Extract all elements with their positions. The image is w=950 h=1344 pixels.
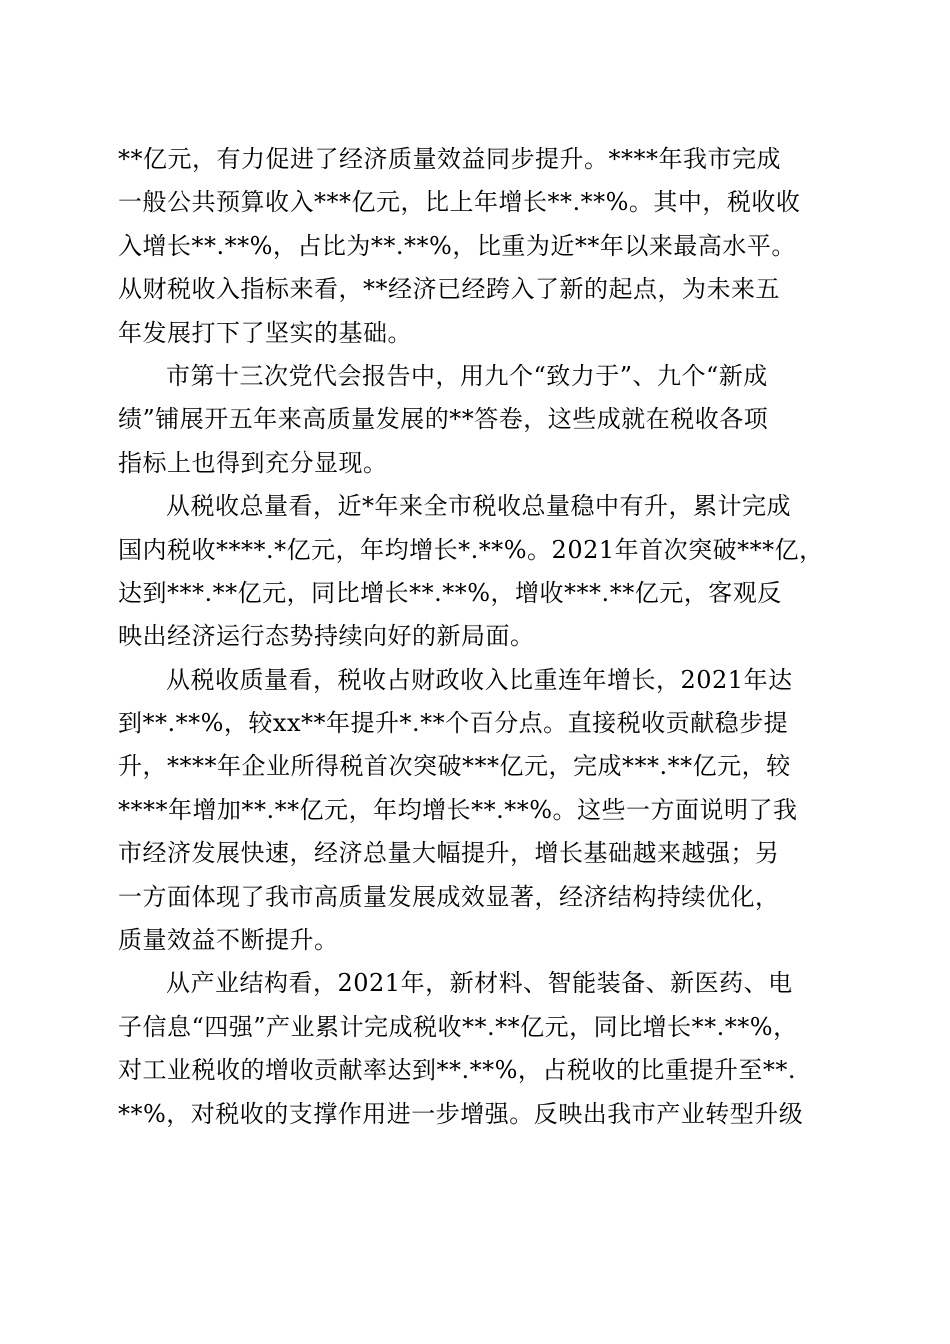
text-line: 映出经济运行态势持续向好的新局面。 xyxy=(118,622,535,651)
text-line: 到**.**%，较xx**年提升*.**个百分点。直接税收贡献稳步提 xyxy=(118,709,789,738)
text-line: 一方面体现了我市高质量发展成效显著，经济结构持续优化， xyxy=(118,882,780,911)
paragraph-2 xyxy=(118,355,830,485)
text-line: ****年增加**.**亿元，年均增长**.**%。这些一方面说明了我 xyxy=(118,795,798,824)
text-line: 子信息“四强”产业累计完成税收**.**亿元，同比增长**.**%， xyxy=(118,1012,798,1041)
paragraph-1 xyxy=(118,138,830,355)
text-line: 质量效益不断提升。 xyxy=(118,926,339,955)
document-body xyxy=(118,138,830,1136)
text-line: 市第十三次党代会报告中，用九个“致力于”、九个“新成 xyxy=(166,361,768,390)
text-line: 市经济发展快速，经济总量大幅提升，增长基础越来越强；另 xyxy=(118,839,780,868)
text-line: 升，****年企业所得税首次突破***亿元，完成***.**亿元，较 xyxy=(118,752,791,781)
text-line: 对工业税收的增收贡献率达到**.**%，占税收的比重提升至**. xyxy=(118,1056,797,1085)
text-line: 指标上也得到充分显现。 xyxy=(118,448,388,477)
text-line: 入增长**.**%，占比为**.**%，比重为近**年以来最高水平。 xyxy=(118,231,796,260)
text-line: 绩”铺展开五年来高质量发展的**答卷，这些成就在税收各项 xyxy=(118,405,769,434)
text-line: 达到***.**亿元，同比增长**.**%，增收***.**亿元，客观反 xyxy=(118,578,782,607)
text-line: **亿元，有力促进了经济质量效益同步提升。****年我市完成 xyxy=(118,145,781,173)
text-line: 从税收质量看，税收占财政收入比重连年增长，2021年达 xyxy=(166,665,793,694)
text-line: 从财税收入指标来看，**经济已经跨入了新的起点，为未来五 xyxy=(118,275,780,304)
paragraph-4 xyxy=(118,659,830,963)
paragraph-5 xyxy=(118,962,830,1136)
text-line: 从税收总量看，近*年来全市税收总量稳中有升，累计完成 xyxy=(166,492,791,521)
text-line: 从产业结构看，2021年，新材料、智能装备、新医药、电 xyxy=(166,969,793,998)
paragraph-3 xyxy=(118,485,830,659)
text-line: 一般公共预算收入***亿元，比上年增长**.**%。其中，税收收 xyxy=(118,188,801,217)
text-line: **%，对税收的支撑作用进一步增强。反映出我市产业转型升级 xyxy=(118,1099,804,1128)
text-line: 年发展打下了坚实的基础。 xyxy=(118,318,412,347)
text-line: 国内税收****.*亿元，年均增长*.**%。2021年首次突破***亿， xyxy=(118,535,824,564)
